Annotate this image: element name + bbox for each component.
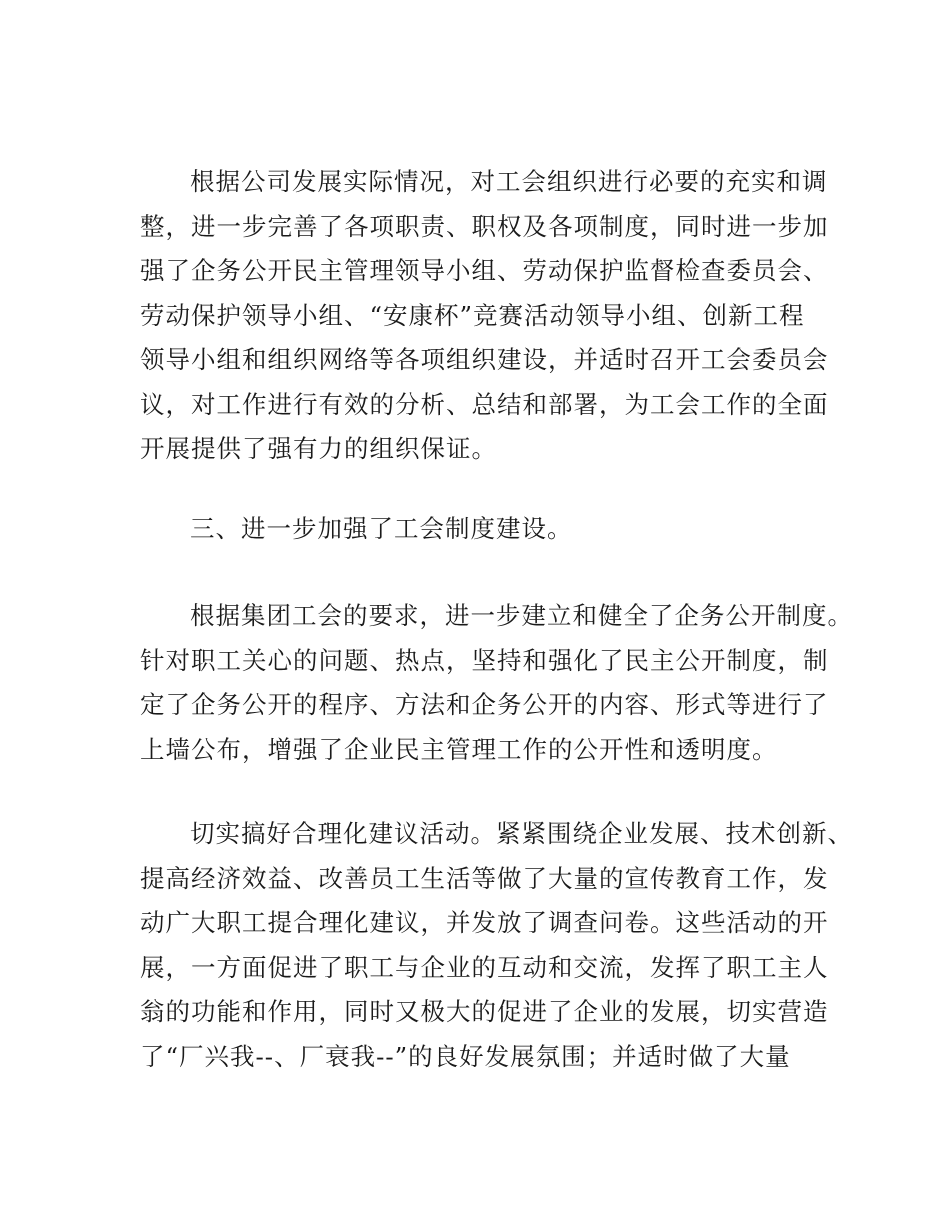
section-heading [140, 507, 830, 552]
paragraph-line: 提高经济效益、改善员工生活等做了大量的宣传教育工作，发 [140, 863, 829, 893]
paragraph-line: 翁的功能和作用，同时又极大的促进了企业的发展，切实营造 [140, 997, 829, 1026]
paragraph-line: 议，对工作进行有效的分析、总结和部署，为工会工作的全面 [140, 389, 829, 419]
paragraph-line: 动广大职工提合理化建议，并发放了调查问卷。这些活动的开 [140, 908, 829, 937]
paragraph-line: 根据集团工会的要求，进一步建立和健全了企务公开制度。 [190, 601, 853, 630]
paragraph-line: 开展提供了强有力的组织保证。 [140, 434, 497, 463]
paragraph-line: 上墙公布，增强了企业民主管理工作的公开性和透明度。 [140, 734, 778, 764]
paragraph-line: 切实搞好合理化建议活动。紧紧围绕企业发展、技术创新、 [190, 819, 853, 848]
paragraph-2 [140, 594, 853, 772]
paragraph-3 [140, 812, 853, 1079]
paragraph-line: 领导小组和组织网络等各项组织建设，并适时召开工会委员会 [140, 345, 829, 374]
paragraph-line: 展，一方面促进了职工与企业的互动和交流，发挥了职工主人 [140, 952, 829, 982]
paragraph-line: 根据公司发展实际情况，对工会组织进行必要的充实和调 [190, 167, 828, 196]
paragraph-1 [140, 160, 830, 472]
paragraph-line: 针对职工关心的问题、热点，坚持和强化了民主公开制度，制 [140, 645, 829, 675]
paragraph-line: 整，进一步完善了各项职责、职权及各项制度，同时进一步加 [140, 211, 829, 241]
paragraph-line: 了“厂兴我--、厂衰我--”的良好发展氛围；并适时做了大量 [140, 1041, 791, 1071]
paragraph-line: 定了企务公开的程序、方法和企务公开的内容、形式等进行了 [140, 690, 829, 719]
paragraph-line: 强了企务公开民主管理领导小组、劳动保护监督检查委员会、 [140, 256, 829, 285]
heading-text: 三、进一步加强了工会制度建设。 [190, 514, 573, 543]
paragraph-line: 劳动保护领导小组、“安康杯”竞赛活动领导小组、创新工程 [140, 300, 805, 330]
